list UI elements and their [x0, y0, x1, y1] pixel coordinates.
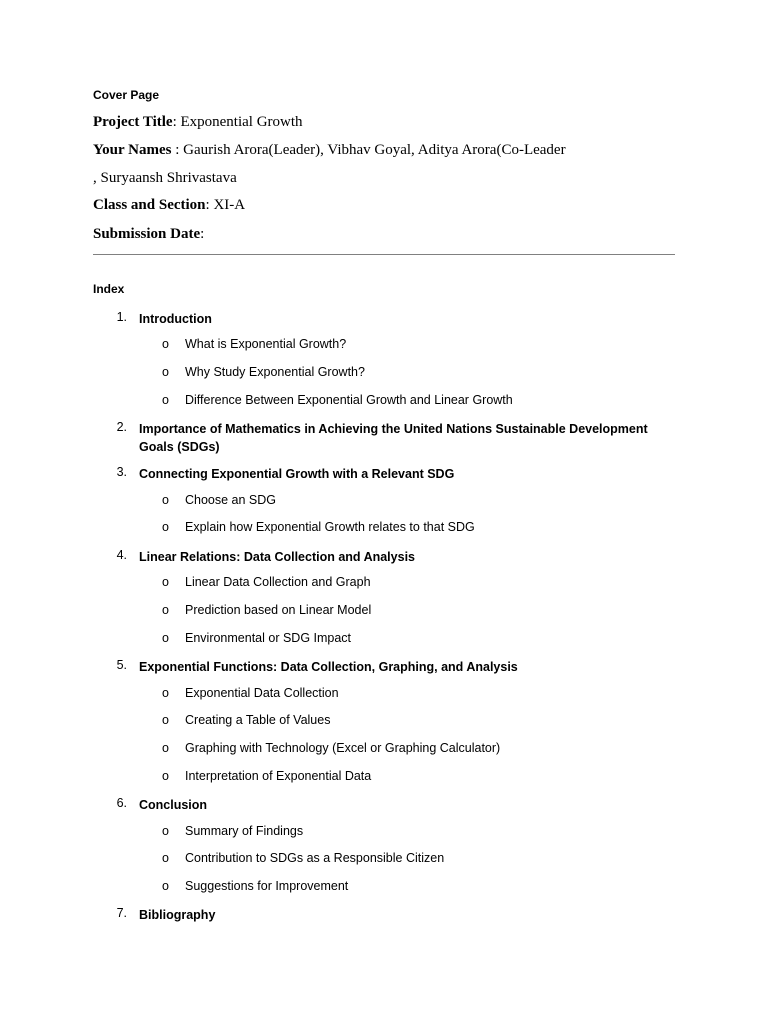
bullet-icon: o [162, 879, 169, 893]
bullet-icon: o [162, 365, 169, 379]
index-item-title: Linear Relations: Data Collection and Analysis [139, 550, 415, 564]
index-item-title: Importance of Mathematics in Achieving the United Nations Sustainable Development Goals (SDGs) [139, 422, 648, 454]
index-subitem-text: Why Study Exponential Growth? [185, 365, 365, 379]
project-title-label: Project Title [93, 114, 173, 130]
index-item-title: Bibliography [139, 908, 216, 922]
index-item-number: 1. [116, 310, 127, 324]
bullet-icon: o [162, 337, 169, 351]
bullet-icon: o [162, 603, 169, 617]
index-item-number: 3. [116, 465, 127, 479]
index-heading: Index [93, 282, 125, 296]
index-subitem-text: Interpretation of Exponential Data [185, 769, 372, 783]
bullet-icon: o [162, 686, 169, 700]
bullet-icon: o [162, 393, 169, 407]
index-subitem-text: Contribution to SDGs as a Responsible Citizen [185, 851, 445, 865]
index-item-title: Exponential Functions: Data Collection, Graphing, and Analysis [139, 660, 518, 674]
bullet-icon: o [162, 851, 169, 865]
index-subitem-text: Suggestions for Improvement [185, 879, 349, 893]
index-subitem-text: Difference Between Exponential Growth and Linear Growth [185, 393, 513, 407]
class-line [93, 197, 245, 214]
index-subitem-text: Exponential Data Collection [185, 686, 339, 700]
index-item-number: 6. [116, 796, 127, 810]
index-subitem-text: Choose an SDG [185, 493, 277, 507]
index-subitem-text: Linear Data Collection and Graph [185, 575, 371, 589]
submission-date-line [93, 226, 204, 243]
index-item-number: 2. [116, 420, 127, 434]
bullet-icon: o [162, 769, 169, 783]
submission-date-value: : [200, 226, 205, 242]
index-subitem-text: What is Exponential Growth? [185, 337, 347, 351]
submission-date-label: Submission Date [93, 226, 201, 242]
bullet-icon: o [162, 493, 169, 507]
bullet-icon: o [162, 575, 169, 589]
class-value: : XI-A [205, 197, 246, 213]
index-item-title: Connecting Exponential Growth with a Relevant SDG [139, 467, 455, 481]
names-line [93, 142, 566, 159]
project-title-line [93, 114, 303, 131]
bullet-icon: o [162, 631, 169, 645]
bullet-icon: o [162, 520, 169, 534]
project-title-value: : Exponential Growth [172, 114, 303, 130]
names-value: : Gaurish Arora(Leader), Vibhav Goyal, Aditya Arora(Co-Leader [171, 142, 566, 158]
bullet-icon: o [162, 713, 169, 727]
index-item-title: Conclusion [139, 798, 208, 812]
index-item-number: 5. [116, 658, 127, 672]
bullet-icon: o [162, 741, 169, 755]
index-subitem-text: Explain how Exponential Growth relates to that SDG [185, 520, 475, 534]
index-item-number: 4. [116, 548, 127, 562]
names-continued-line: , Suryaansh Shrivastava [93, 170, 237, 186]
cover-heading: Cover Page [93, 88, 160, 102]
names-label: Your Names [93, 142, 172, 158]
index-subitem-text: Environmental or SDG Impact [185, 631, 352, 645]
class-label: Class and Section [93, 197, 206, 213]
index-subitem-text: Graphing with Technology (Excel or Graphing Calculator) [185, 741, 501, 755]
index-subitem-text: Creating a Table of Values [185, 713, 331, 727]
horizontal-divider [93, 254, 675, 255]
index-subitem-text: Prediction based on Linear Model [185, 603, 372, 617]
index-subitem-text: Summary of Findings [185, 824, 304, 838]
bullet-icon: o [162, 824, 169, 838]
index-item-number: 7. [116, 906, 127, 920]
index-item-title: Introduction [139, 312, 212, 326]
